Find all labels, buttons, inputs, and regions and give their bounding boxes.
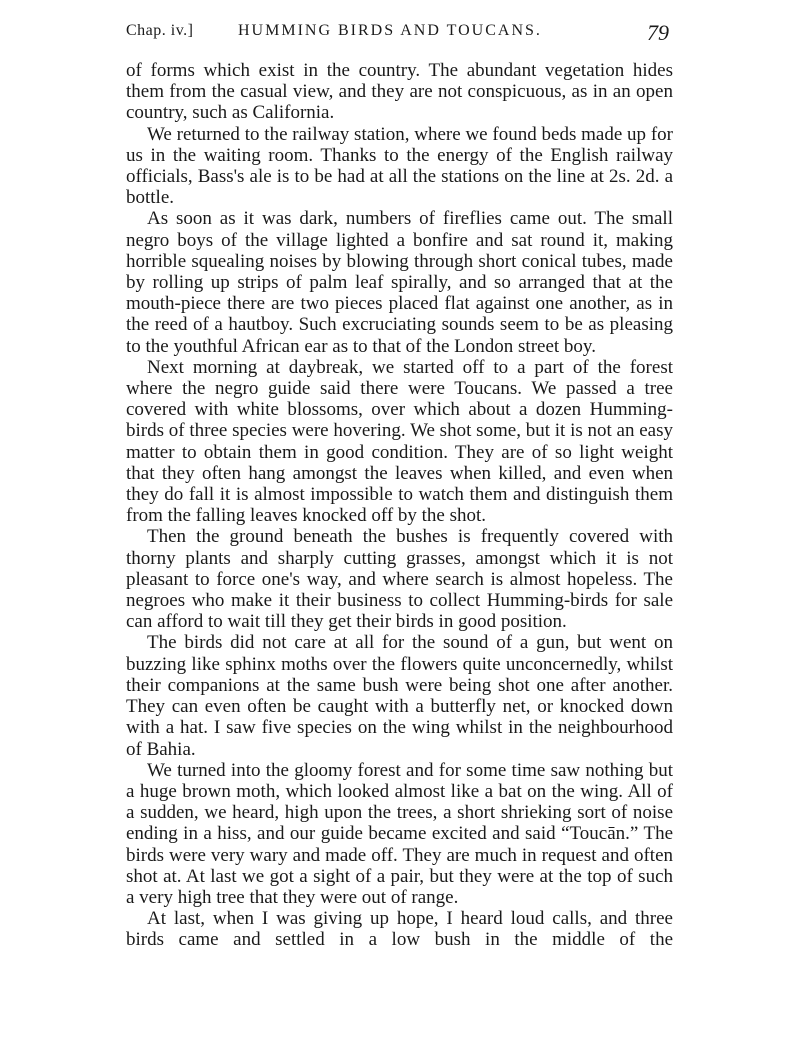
paragraph: Next morning at daybreak, we started off to a part of the forest where the negro guide said there were Toucans. We passed a tree covered with white blossoms, over which about a dozen Humming-birds of three species were hovering. We shot some, but it is not an easy matter to obtain them in good condition. They are of so light weight that they often hang amongst the leaves when killed, and even when they do fall it is almost impossible to watch them and distinguish them from the falling leaves knocked off by the shot. bbox=[126, 356, 673, 527]
paragraph: As soon as it was dark, numbers of fireflies came out. The small negro boys of the village lighted a bonfire and sat round it, making horrible squealing noises by blowing through short conical tubes, made by rolling up strips of palm leaf spirally, and so arranged that at the mouth-piece there are two pieces placed flat against one another, as in the reed of a hautboy. Such excruciating sounds seem to be as pleasing to the youthful African ear as to that of the London street boy. bbox=[126, 208, 673, 357]
paragraph: of forms which exist in the country. The abundant vegetation hides them from the casual view, and they are not conspicuous, as in an open country, such as California. bbox=[126, 60, 673, 124]
running-head bbox=[126, 20, 673, 50]
paragraph: Then the ground beneath the bushes is frequently covered with thorny plants and sharply cutting grasses, amongst which it is not pleasant to force one's way, and where search is almost hopeless. The negroes who make it their business to collect Humming-birds for sale can afford to wait till they get their birds in good position. bbox=[126, 526, 673, 633]
body-text bbox=[126, 60, 673, 951]
book-page bbox=[126, 20, 673, 951]
page-number: 79 bbox=[647, 20, 669, 45]
paragraph: We returned to the railway station, where we found beds made up for us in the waiting room. Thanks to the energy of the English railway officials, Bass's ale is to be had at all the stations on the line at 2s. 2d. a bottle. bbox=[126, 123, 673, 209]
paragraph: The birds did not care at all for the sound of a gun, but went on buzzing like sphinx moths over the flowers quite unconcernedly, whilst their companions at the same bush were being shot one after another. They can even often be caught with a butterfly net, or knocked down with a hat. I saw five species on the wing whilst in the neighbourhood of Bahia. bbox=[126, 632, 673, 760]
paragraph: We turned into the gloomy forest and for some time saw nothing but a huge brown moth, which looked almost like a bat on the wing. All of a sudden, we heard, high upon the trees, a short shrieking sort of noise ending in a hiss, and our guide became excited and said “Toucān.” The birds were very wary and made off. They are much in request and often shot at. At last we got a sight of a pair, but they were at the top of such a very high tree that they were out of range. bbox=[126, 759, 673, 908]
paragraph: At last, when I was giving up hope, I heard loud calls, and three birds came and settled in a low bush in the middle of the bbox=[126, 908, 673, 951]
running-title: HUMMING BIRDS AND TOUCANS. bbox=[238, 22, 542, 39]
chapter-label: Chap. iv.] bbox=[126, 22, 194, 39]
